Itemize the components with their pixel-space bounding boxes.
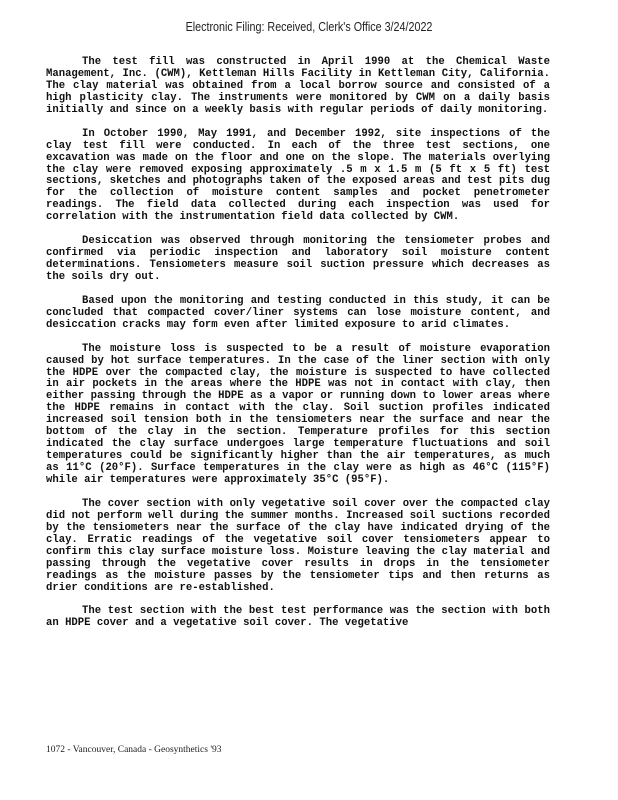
paragraph-test-fill: The test fill was constructed in April 1990 at the Chemical Waste Management, Inc. (CWM), Kettleman Hills Facility in Kettleman City, California. The clay material was obtained from a local borrow source and consisted of a high plasticity clay. The instruments were monitored by CWM on a daily basis initially and since on a weekly basis with regular periods of daily monitoring. [46, 56, 550, 116]
page-footer: 1072 - Vancouver, Canada - Geosynthetics '93 [46, 745, 222, 755]
paragraph-conclusion: Based upon the monitoring and testing conducted in this study, it can be concluded that compacted cover/liner systems can lose moisture content, and desiccation cracks may form even after limited exposure to arid climates. [46, 294, 550, 331]
paragraph-site-inspections: In October 1990, May 1991, and December 1992, site inspections of the clay test fill were conducted. In each of the three test sections, one excavation was made on the floor and one on the slope. The materials overlying the clay were removed exposing approximately .5 m x 1.5 m (5 ft x 5 ft) test sections, sketches and photographs taken of the exposed areas and test pits dug for the collection of moisture content samples and pocket penetrometer readings. The field data collected during each inspection was used for correlation with the instrumentation field data collected by CWM. [46, 127, 550, 224]
paragraph-desiccation: Desiccation was observed through monitoring the tensiometer probes and confirmed via periodic inspection and laboratory soil moisture content determinations. Tensiometers measure soil suction pressure which decreases as the soils dry out. [46, 235, 550, 284]
filing-header: Electronic Filing: Received, Clerk's Office 3/24/2022 [185, 20, 433, 34]
paragraph-best-performance: The test section with the best test performance was the section with both an HDPE cover and a vegetative soil cover. The vegetative [46, 605, 550, 630]
paragraph-moisture-loss: The moisture loss is suspected to be a result of moisture evaporation caused by hot surface temperatures. In the case of the liner section with only the HDPE over the compacted clay, the moisture is suspected to have collected in air pockets in the areas where the HDPE was not in contact with clay, then either passing through the HDPE as a vapor or running down to lower areas where the HDPE remains in contact with the clay. Soil suction profiles indicated increased soil tension both in the tensiometers near the surface and near the bottom of the clay in the section. Temperature profiles for this section indicated the clay surface undergoes large temperature fluctuations and soil temperatures could be significantly higher than the air temperatures, as much as 11°C (20°F). Surface temperatures in the clay were as high as 46°C (115°F) while air temperatures were approximately 35°C (95°F). [46, 342, 550, 487]
paragraph-vegetative-cover: The cover section with only vegetative soil cover over the compacted clay did not perform well during the summer months. Increased soil suctions recorded by the tensiometers near the surface of the clay have indicated drying of the clay. Erratic readings of the vegetative soil cover tensiometers appear to confirm this clay surface moisture loss. Moisture leaving the clay material and passing through the vegetative cover results in drops in the tensiometer readings as the moisture passes by the tensiometer tips and then returns as drier conditions are re-established. [46, 497, 550, 594]
document-body [46, 57, 550, 642]
